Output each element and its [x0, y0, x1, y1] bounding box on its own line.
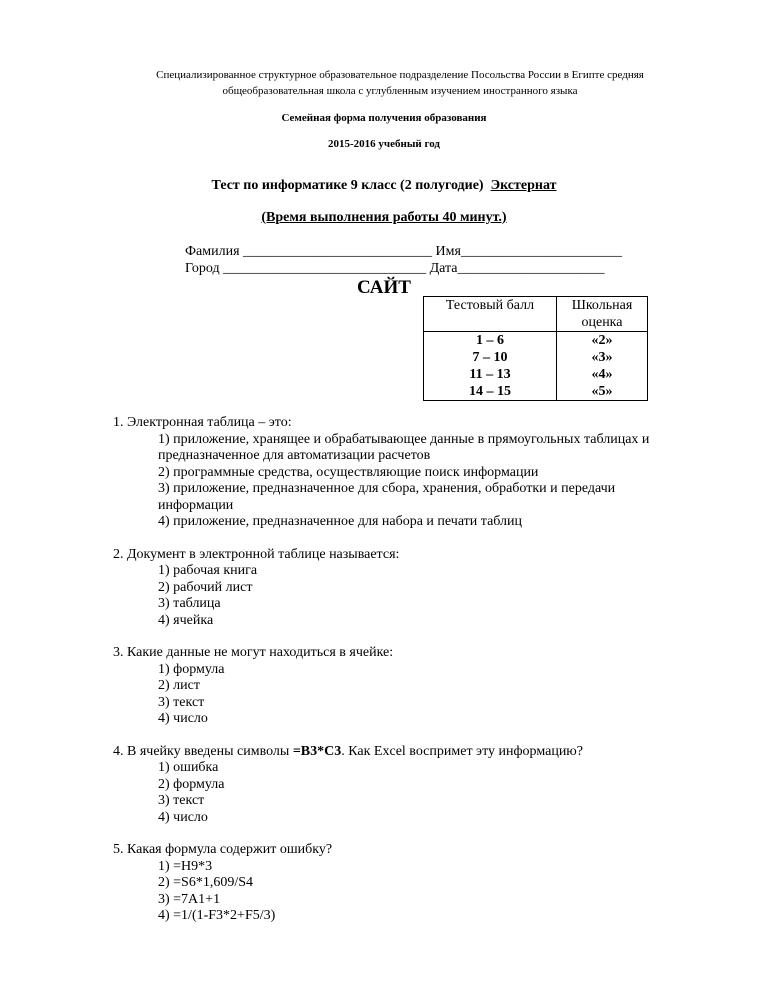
grade-table [423, 296, 648, 401]
school-grade: «2» [591, 333, 613, 348]
answer-option[interactable]: 4) приложение, предназначенное для набора и печати таблиц [158, 514, 523, 529]
name-blank[interactable]: _______________________ [460, 244, 622, 259]
question-3 [113, 645, 713, 728]
answer-option[interactable]: 2) =S6*1,609/S4 [158, 875, 254, 890]
school-grade: «4» [591, 367, 613, 382]
question-text: 3. Какие данные не могут находиться в ячейке: [113, 645, 394, 660]
question-text: 1. Электронная таблица – это: [113, 415, 292, 430]
date-label: Дата [429, 261, 458, 276]
questions-list [113, 415, 713, 941]
answer-option[interactable]: 3) приложение, предназначенное для сбора, хранения, обработки и передачи [158, 481, 616, 496]
test-title-main: Тест по информатике 9 класс (2 полугодие) [211, 178, 484, 193]
school-year: 2015-2016 учебный год [328, 138, 440, 150]
question-text: 5. Какая формула содержит ошибку? [113, 842, 333, 857]
answer-option[interactable]: 4) =1/(1-F3*2+F5/3) [158, 908, 276, 923]
score-range: 11 – 13 [469, 367, 511, 382]
org-line-1: Специализированное структурное образовательное подразделение Посольства России в Египте средняя [156, 69, 644, 81]
grade-header-line-2: оценка [581, 315, 623, 330]
grade-header-line-1: Школьная [571, 298, 633, 313]
answer-option[interactable]: 2) формула [158, 776, 225, 792]
score-ranges [424, 332, 557, 401]
date-blank[interactable]: _____________________ [457, 261, 605, 276]
question-text-after: . Как Excel воспримет эту информацию? [341, 743, 583, 759]
answer-option[interactable]: 3) =7A1+1 [158, 891, 221, 907]
answer-option[interactable]: 4) число [158, 711, 208, 726]
answer-option[interactable]: 2) рабочий лист [158, 579, 253, 595]
school-grades [557, 332, 648, 401]
answer-option[interactable]: 3) текст [158, 793, 205, 808]
student-fields [185, 243, 622, 277]
answer-option[interactable]: 4) число [158, 809, 208, 825]
test-title [0, 178, 768, 194]
question-text-before: 4. В ячейку введены символы [113, 743, 293, 759]
test-title-externship: Экстернат [490, 178, 557, 193]
fields-row-1 [185, 243, 622, 260]
answer-option-continued[interactable]: информации [158, 497, 234, 513]
answer-option[interactable]: 1) рабочая книга [158, 563, 258, 578]
answer-option[interactable]: 1) формула [158, 661, 225, 677]
answer-option-continued[interactable]: предназначенное для автоматизации расчетов [158, 448, 431, 463]
grade-table-header [424, 297, 648, 332]
question-text [113, 744, 713, 761]
school-grade: «5» [591, 384, 613, 399]
question-formula: =B3*C3 [292, 743, 342, 759]
answer-option[interactable]: 1) =H9*3 [158, 858, 213, 874]
fields-row-2 [185, 260, 622, 277]
score-column-header: Тестовый балл [424, 297, 557, 332]
answer-option[interactable]: 3) таблица [158, 596, 221, 611]
answer-option[interactable]: 4) ячейка [158, 612, 214, 628]
city-label: Город [185, 261, 220, 276]
question-1 [113, 415, 713, 531]
question-5 [113, 842, 713, 925]
site-heading: САЙТ [357, 277, 411, 298]
answer-option[interactable]: 3) текст [158, 694, 205, 710]
answer-option[interactable]: 1) приложение, хранящее и обрабатывающее данные в прямоугольных таблицах и [158, 431, 650, 447]
score-range: 1 – 6 [476, 333, 504, 348]
answer-option[interactable]: 1) ошибка [158, 760, 219, 775]
score-range: 14 – 15 [469, 384, 511, 399]
surname-label: Фамилия [185, 244, 240, 259]
org-line-2: общеобразовательная школа с углубленным изучением иностранного языка [222, 85, 578, 97]
question-4 [113, 744, 713, 827]
school-header [90, 67, 710, 99]
score-range: 7 – 10 [472, 350, 508, 365]
city-blank[interactable]: _____________________________ [223, 261, 427, 276]
school-grade: «3» [591, 350, 613, 365]
question-text: 2. Документ в электронной таблице называется: [113, 546, 400, 562]
answer-option[interactable]: 2) лист [158, 678, 200, 693]
grade-column-header [557, 297, 648, 332]
question-2 [113, 547, 713, 630]
education-form: Семейная форма получения образования [281, 112, 487, 124]
surname-blank[interactable]: ___________________________ [243, 244, 433, 259]
time-limit: (Время выполнения работы 40 минут.) [261, 210, 507, 225]
name-label: Имя [435, 244, 461, 259]
answer-option[interactable]: 2) программные средства, осуществляющие поиск информации [158, 464, 539, 480]
grade-table-body [424, 332, 648, 401]
